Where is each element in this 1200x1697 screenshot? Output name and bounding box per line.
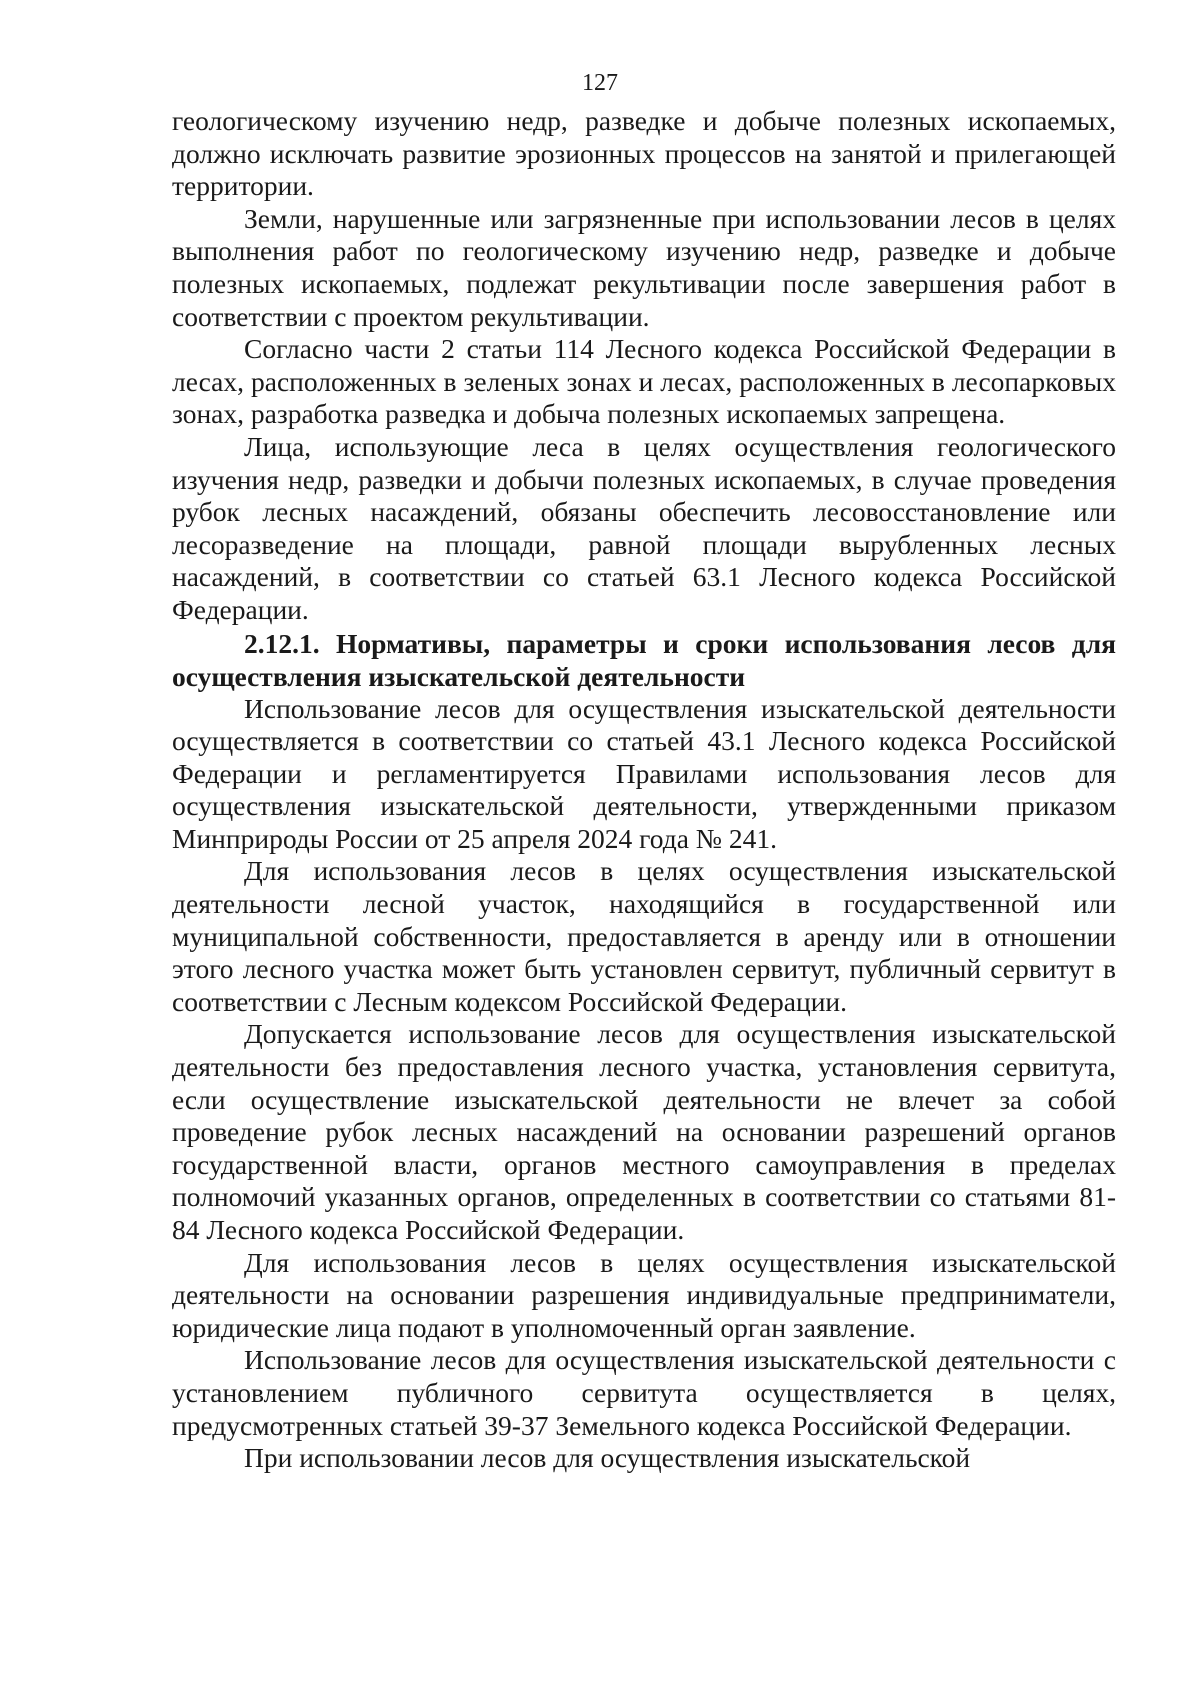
section-heading: 2.12.1. Нормативы, параметры и сроки использования лесов для осуществления изыскательской деятельности <box>172 627 1116 692</box>
paragraph: Допускается использование лесов для осуществления изыскательской деятельности без предоставления лесного участка, установления сервитута, если осуществление изыскательской деятельности не влечет за собой проведение рубок лесных насаждений на основании разрешений органов государственной власти, органов местного самоуправления в пределах полномочий указанных органов, определенных в соответствии со статьями 81-84 Лесного кодекса Российской Федерации. <box>172 1018 1116 1245</box>
paragraph: Для использования лесов в целях осуществления изыскательской деятельности лесной участок, находящийся в государственной или муниципальной собственности, предоставляется в аренду или в отношении этого лесного участка может быть установлен сервитут, публичный сервитут в соответствии с Лесным кодексом Российской Федерации. <box>172 855 1116 1017</box>
paragraph: Лица, использующие леса в целях осуществления геологического изучения недр, разведки и добычи полезных ископаемых, в случае проведения рубок лесных насаждений, обязаны обеспечить лесовосстановление или лесоразведение на площади, равной площади вырубленных лесных насаждений, в соответствии со статьей 63.1 Лесного кодекса Российской Федерации. <box>172 430 1116 625</box>
paragraph-continuation: геологическому изучению недр, разведке и добыче полезных ископаемых, должно исключать развитие эрозионных процессов на занятой и прилегающей территории. <box>172 105 1116 202</box>
page-number: 127 <box>582 70 618 96</box>
paragraph: Использование лесов для осуществления изыскательской деятельности осуществляется в соответствии со статьей 43.1 Лесного кодекса Российской Федерации и регламентируется Правилами использования лесов для осуществления изыскательской деятельности, утвержденными приказом Минприроды России от 25 апреля 2024 года № 241. <box>172 692 1116 854</box>
document-body <box>172 105 1116 1475</box>
paragraph: Для использования лесов в целях осуществления изыскательской деятельности на основании разрешения индивидуальные предприниматели, юридические лица подают в уполномоченный орган заявление. <box>172 1246 1116 1343</box>
paragraph: Согласно части 2 статьи 114 Лесного кодекса Российской Федерации в лесах, расположенных в зеленых зонах и лесах, расположенных в лесопарковых зонах, разработка разведка и добыча полезных ископаемых запрещена. <box>172 333 1116 430</box>
paragraph: Использование лесов для осуществления изыскательской деятельности с установлением публичного сервитута осуществляется в целях, предусмотренных статьей 39-37 Земельного кодекса Российской Федерации. <box>172 1344 1116 1441</box>
paragraph-truncated: При использовании лесов для осуществления изыскательской <box>244 1442 971 1474</box>
paragraph: Земли, нарушенные или загрязненные при использовании лесов в целях выполнения работ по геологическому изучению недр, разведке и добыче полезных ископаемых, подлежат рекультивации после завершения работ в соответствии с проектом рекультивации. <box>172 202 1116 332</box>
